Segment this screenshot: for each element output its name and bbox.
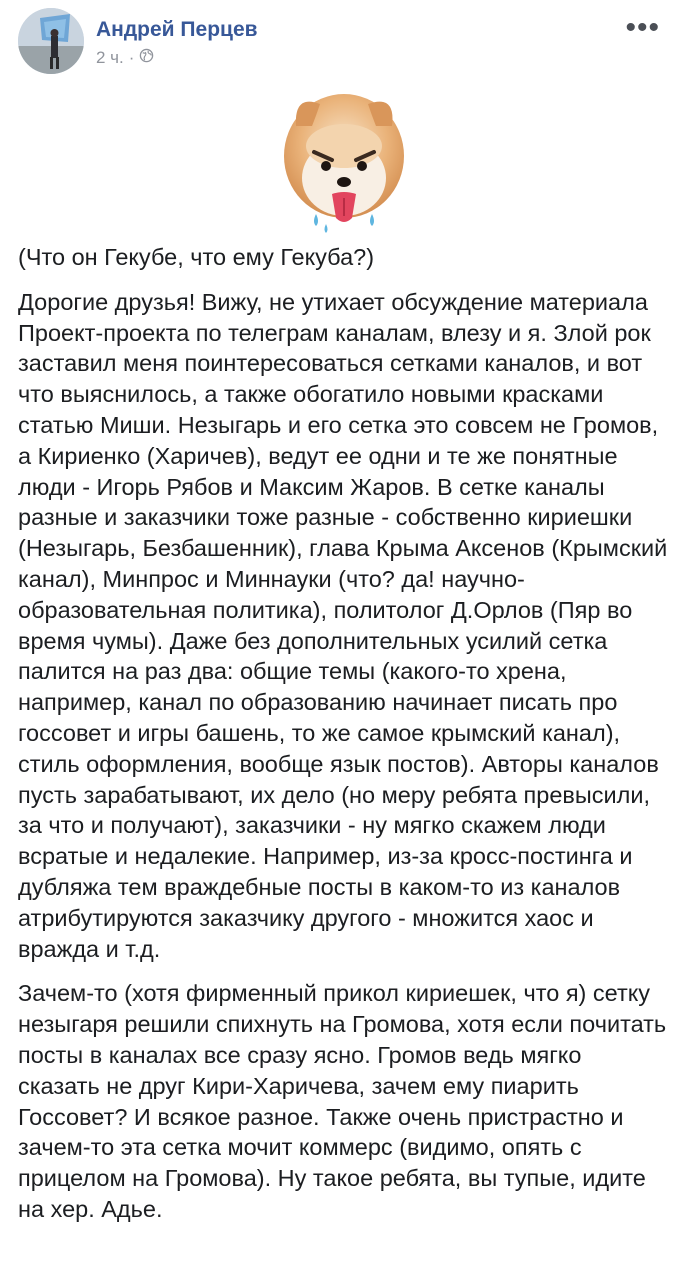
meta-separator: · — [128, 48, 135, 67]
post-paragraph: Зачем-то (хотя фирменный прикол кириешек, что я) сетку незыгаря решили спихнуть на Громова, хотя если почитать посты в каналах все сразу ясно. Громов ведь мягко сказать не друг Кири-Харичева, зачем ему пиарить Госсовет? И всякое разное. Также очень пристрастно и зачем-то эта сетка мочит коммерс (видимо, опять с прицелом на Громова). Ну такое ребята, вы тупые, идите на хер. Адье. — [18, 980, 667, 1222]
post-header — [18, 8, 668, 78]
author-name[interactable]: Андрей Перцев — [96, 18, 258, 41]
author-avatar[interactable] — [18, 8, 84, 74]
post-meta — [96, 48, 154, 68]
post-text — [18, 242, 668, 1225]
pomeranian-sticker — [276, 86, 412, 236]
post-paragraph: (Что он Гекубе, что ему Гекуба?) — [18, 244, 375, 270]
post-paragraph: Дорогие друзья! Вижу, не утихает обсуждение материала Проект-проекта по телеграм каналам, влезу и я. Злой рок заставил меня поинтересоваться сетками каналов, и вот что выяснилось, а также обогатило новыми красками статью Миши. Незыгарь и его сетка это совсем не Громов, а Кириенко (Харичев), ведут ее одни и те же понятные люди - Игорь Рябов и Максим Жаров. В сетке каналы разные и заказчики тоже разные - собственно кириешки (Незыгарь, Безбашенник), глава Крыма Аксенов (Крымский канал), Минпрос и Миннауки (что? да! научно-образовательная политика), политолог Д.Орлов (Пяр во время чумы). Даже без дополнительных усилий сетка палится на раз два: общие темы (какого-то хрена, например, канал по образованию начинает писать про госсовет и игры башень, то же самое крымский канал), стиль оформления, вообще язык постов). Авторы каналов пусть зарабатывают, их дело (но меру ребята превысили, за что и получают), заказчики - ну мягко скажем люди всратые и недалекие. Например, из-за кросс-постинга и дубляжа тем враждебные посты в каком-то из каналов атрибутируются заказчику другого - множится хаос и вражда и т.д. — [18, 288, 668, 962]
post-time[interactable]: 2 ч. — [96, 48, 124, 67]
more-options-button[interactable]: ••• — [625, 11, 660, 44]
globe-icon[interactable] — [139, 48, 154, 68]
